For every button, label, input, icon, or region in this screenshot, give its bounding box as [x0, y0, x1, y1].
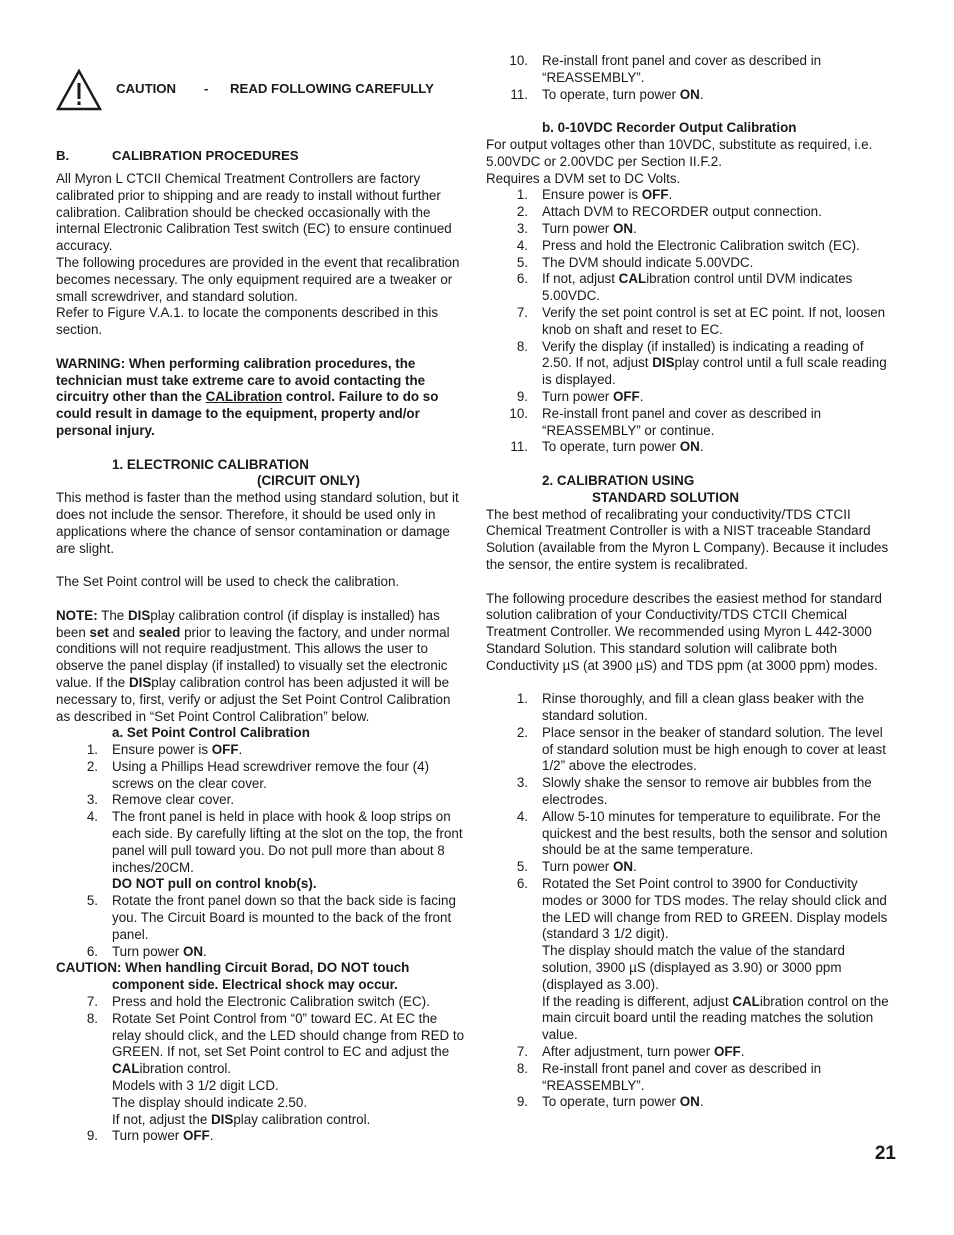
- caution-dash: -: [204, 81, 209, 96]
- standard-paragraph: The following procedure describes the easiest method for standard solution calibration of your Conductivity/TDS CTCII Chemical Treatment Controller. We recommended using Myron L 442-3000 Standard Solution. This standard solution will calibrate both Conductivity µS (at 3900 µS) and TDS ppm (at 3000 ppm) modes.: [486, 590, 882, 673]
- recorder-intro: Requires a DVM set to DC Volts.: [486, 170, 681, 186]
- list-item: 6. Turn power ON.: [86, 943, 207, 959]
- list-item: 8. Verify the display (if installed) is indicating a reading of 2.50. If not, adjust DISplay control until a full scale reading is displayed.: [516, 338, 887, 388]
- list-item: 1. Ensure power is OFF.: [86, 742, 243, 758]
- electronic-calibration-heading: 1. ELECTRONIC CALIBRATION: [112, 456, 309, 472]
- list-item: 7. After adjustment, turn power OFF.: [516, 1044, 745, 1060]
- note-paragraph: NOTE: The DISplay calibration control (if display is installed) has been set and sealed prior to leaving the factory, and under normal conditions will not require readjustment. This allows the user to observe the panel display (if installed) to visually set the electronic value. If the DISplay calibration control has been adjusted it will be necessary to, first, verify or adjust the Set Point Control Calibration as described in “Set Point Control Calibration” below.: [56, 607, 451, 724]
- list-item: 7. Verify the set point control is set at EC point. If not, loosen knob on shaft and reset to EC.: [516, 304, 886, 337]
- setpoint-steps-continued: [56, 994, 468, 1145]
- list-item: 5. Rotate the front panel down so that the back side is facing you. The Circuit Board is mounted to the back of the front panel.: [86, 893, 456, 942]
- caution-text: READ FOLLOWING CAREFULLY: [230, 81, 434, 96]
- list-item: 6. Rotated the Set Point control to 3900 for Conductivity modes or 3000 for TDS modes. The relay should click and the LED will change from RED to GREEN. Display models (standard 3 1/2 digit). The display should match the value of the standard solution, 3900 µS (displayed as 3.90) or 3000 ppm (displayed as 3.00). If the reading is different, adjust CALibration control on the main circuit board until the reading matches the solution value.: [516, 876, 889, 1043]
- section-title: CALIBRATION PROCEDURES: [112, 148, 299, 163]
- intro-paragraph: The following procedures are provided in the event that recalibration becomes necessary. The only equipment required are a tweaker or small screwdriver, and standard solution.: [56, 254, 460, 304]
- list-item: 3. Remove clear cover.: [86, 792, 235, 808]
- list-item: 10. Re-install front panel and cover as described in “REASSEMBLY” or continue.: [509, 405, 822, 438]
- recorder-heading: b. 0-10VDC Recorder Output Calibration: [542, 120, 797, 136]
- list-item: 5. The DVM should indicate 5.00VDC.: [516, 254, 754, 270]
- right-column: [486, 53, 894, 1111]
- caution-label: CAUTION: [116, 81, 177, 96]
- list-item: 10. Re-install front panel and cover as described in “REASSEMBLY”.: [509, 53, 822, 85]
- recorder-steps: [486, 187, 894, 456]
- standard-solution-heading: 2. CALIBRATION USING: [542, 472, 695, 488]
- standard-solution-subheading: STANDARD SOLUTION: [592, 489, 740, 505]
- setpoint-steps: [56, 742, 468, 960]
- warning-paragraph: WARNING: When performing calibration procedures, the technician must take extreme care to avoid contacting the circuitry other than the CALibration control. Failure to do so could result in damage to the equipment, property and/or personal injury.: [56, 355, 439, 438]
- recorder-intro: For output voltages other than 10VDC, substitute as required, i.e. 5.00VDC or 2.00VDC per Section II.F.2.: [486, 136, 873, 169]
- list-item: 11. To operate, turn power ON.: [510, 86, 704, 102]
- list-item: 8. Re-install front panel and cover as described in “REASSEMBLY”.: [516, 1060, 822, 1093]
- list-item: 1. Ensure power is OFF.: [516, 187, 673, 203]
- list-item: 3. Turn power ON.: [516, 220, 637, 236]
- list-item: 4. Allow 5-10 minutes for temperature to equilibrate. For the quickest and the best results, both the sensor and solution should be at the same temperature.: [516, 808, 888, 858]
- intro-paragraph: All Myron L CTCII Chemical Treatment Controllers are factory calibrated prior to shipping and are ready to install without further calibration. Calibration should be checked occasionally with the internal Electronic Calibration Test switch (EC) to ensure continued accuracy.: [56, 171, 452, 254]
- warning-triangle-icon: [56, 68, 102, 112]
- list-item: 2. Using a Phillips Head screwdriver remove the four (4) screws on the clear cover.: [86, 758, 430, 791]
- list-item: 2. Attach DVM to RECORDER output connection.: [516, 204, 822, 220]
- section-b-heading: [56, 148, 468, 166]
- calibration-underlined: CALibration: [205, 389, 283, 405]
- list-item: 9. Turn power OFF.: [516, 388, 644, 404]
- list-item: 3. Slowly shake the sensor to remove air bubbles from the electrodes.: [516, 775, 872, 808]
- circuit-only-subheading: (CIRCUIT ONLY): [257, 473, 360, 489]
- list-item: 2. Place sensor in the beaker of standard solution. The level of standard solution must be high enough to cover at least 1/2” above the electrodes.: [516, 724, 886, 774]
- list-item: 4. The front panel is held in place with hook & loop strips on each side. By carefully lifting at the slot on the top, the front panel will pull toward you. Do not pull more than about 8 inches/20CM. DO NOT pull on control knob(s).: [86, 809, 463, 892]
- left-column: [56, 148, 468, 1145]
- standard-steps: [486, 691, 894, 1111]
- page-number: 21: [874, 1143, 896, 1164]
- standard-paragraph: The best method of recalibrating your conductivity/TDS CTCII Chemical Treatment Controller is with a NIST traceable Standard Solution (available from the Myron L Company). Because it includes the sensor, the entire system is recalibrated.: [486, 506, 889, 572]
- list-item: 9. Turn power OFF.: [86, 1128, 214, 1144]
- list-item: 4. Press and hold the Electronic Calibration switch (EC).: [516, 237, 860, 253]
- circuit-caution: CAUTION: When handling Circuit Borad, DO NOT touch component side. Electrical shock may occur.: [56, 960, 410, 993]
- setpoint-steps-end: [486, 53, 894, 103]
- setpoint-heading: a. Set Point Control Calibration: [112, 725, 310, 741]
- list-item: 8. Rotate Set Point Control from “0” toward EC. At EC the relay should click, and the LED should change from RED to GREEN. If not, set Set Point control to EC and adjust the CALibration control. Models with 3 1/2 digit LCD. The display should indicate 2.50. If not, adjust the DISplay calibration control.: [86, 1010, 465, 1127]
- electronic-paragraph: This method is faster than the method using standard solution, but it does not include the sensor. Therefore, it should be used only in applications where the chance of sensor contamination or damage are slight.: [56, 490, 459, 556]
- list-item: 1. Rinse thoroughly, and fill a clean glass beaker with the standard solution.: [516, 691, 865, 724]
- list-item: 7. Press and hold the Electronic Calibration switch (EC).: [86, 994, 430, 1010]
- list-item: 9. To operate, turn power ON.: [516, 1094, 704, 1110]
- list-item: 5. Turn power ON.: [516, 859, 637, 875]
- list-item: 6. If not, adjust CALibration control until DVM indicates 5.00VDC.: [516, 271, 853, 304]
- intro-paragraph: Refer to Figure V.A.1. to locate the components described in this section.: [56, 305, 439, 338]
- list-item: 11. To operate, turn power ON.: [510, 439, 704, 455]
- section-letter: B.: [56, 148, 70, 163]
- setpoint-note: The Set Point control will be used to check the calibration.: [56, 574, 400, 590]
